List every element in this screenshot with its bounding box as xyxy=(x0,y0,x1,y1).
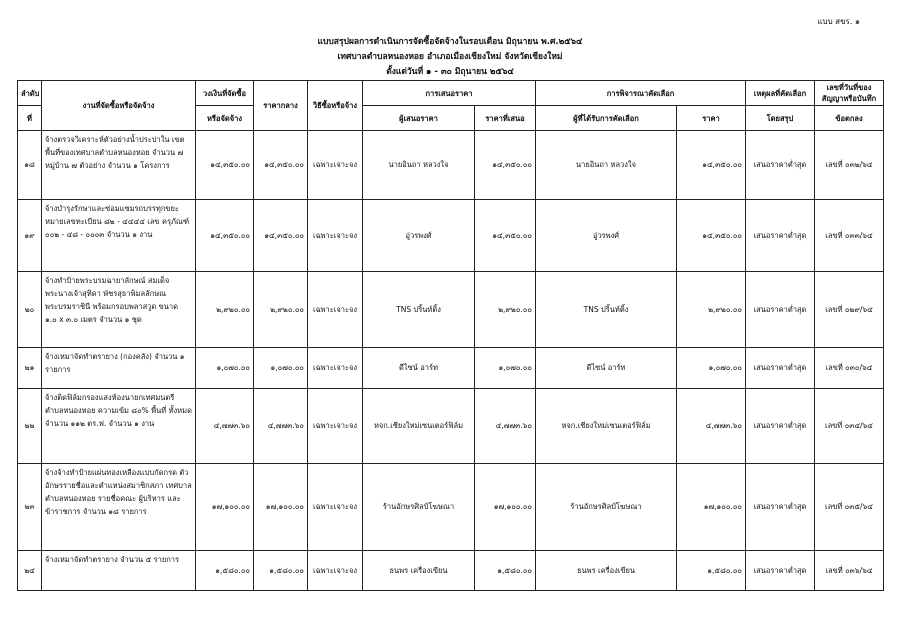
col-header-bidder: ผู้เสนอราคา xyxy=(363,106,475,131)
row-reason: เสนอราคาต่ำสุด xyxy=(746,348,815,389)
row-median: ๑,๐๗๐.๐๐ xyxy=(254,348,308,389)
row-median: ๔,๗๗๓.๖๐ xyxy=(254,389,308,464)
row-bidder: TNS ปริ้นท์ติ้ง xyxy=(363,272,475,348)
row-bid-price: ๑,๕๘๐.๐๐ xyxy=(475,551,536,591)
row-median: ๑๔,๓๕๐.๐๐ xyxy=(254,131,308,200)
col-header-contract: เลขที่วันที่ของ สัญญาหรือบันทึก xyxy=(815,81,884,106)
table-row xyxy=(18,272,884,348)
row-description: จ้างตรวจวิเคราะห์ตัวอย่างน้ำประปาใน เขตพื้นที่ของเทศบาลตำบลหนองหอย จำนวน ๗ หมู่บ้าน ๗ ตัวอย่าง จำนวน ๑ โครงการ xyxy=(42,131,196,200)
row-reason: เสนอราคาต่ำสุด xyxy=(746,272,815,348)
row-median: ๑๗,๑๐๐.๐๐ xyxy=(254,464,308,551)
row-winner: หจก.เชียงใหม่เซนเตอร์ฟิล์ม xyxy=(536,389,677,464)
row-budget: ๑๔,๓๕๐.๐๐ xyxy=(196,200,254,272)
row-price: ๑๔,๓๕๐.๐๐ xyxy=(677,131,746,200)
col-header-no-2: ที่ xyxy=(18,106,42,131)
col-header-median: ราคากลาง xyxy=(254,81,308,131)
row-bidder: อู่วรพงศ์ xyxy=(363,200,475,272)
row-reason: เสนอราคาต่ำสุด xyxy=(746,551,815,591)
col-header-work: งานที่จัดซื้อหรือจัดจ้าง xyxy=(42,81,196,131)
row-budget: ๒,๙๒๐.๐๐ xyxy=(196,272,254,348)
row-bid-price: ๑๗,๑๐๐.๐๐ xyxy=(475,464,536,551)
row-price: ๑,๐๗๐.๐๐ xyxy=(677,348,746,389)
row-method: เฉพาะเจาะจง xyxy=(308,389,363,464)
row-description: จ้างทำป้ายพระบรมฉายาลักษณ์ สมเด็จ พระนางเจ้าสุทิดา พัชรสุธาพิมลลักษณ พระบรมราชินี พร้อมกรอบพลาสวูด ขนาด ๑.๐ x ๓.๐ เมตร จำนวน ๑ ชุด xyxy=(42,272,196,348)
row-budget: ๑,๐๗๐.๐๐ xyxy=(196,348,254,389)
row-budget: ๑,๕๘๐.๐๐ xyxy=(196,551,254,591)
row-bidder: ร้านอักษรศิลป์โฆษณา xyxy=(363,464,475,551)
col-header-budget: วงเงินที่จัดซื้อ xyxy=(196,81,254,106)
col-header-bid: การเสนอราคา xyxy=(363,81,536,106)
table-row xyxy=(18,551,884,591)
row-description: จ้างจ้างทำป้ายแผ่นทองเหลืองแบบกัดกรด ตัวอักษรรายชื่อและตำแหน่งสมาชิกสภา เทศบาลตำบลหนองหอย รายชื่อคณะ ผู้บริหาร และข้าราชการ จำนวน ๑๘ รายการ xyxy=(42,464,196,551)
row-bidder: ดีไซน์ อาร์ท xyxy=(363,348,475,389)
report-date-range: ตั้งแต่วันที่ ๑ - ๓๐ มิถุนายน ๒๕๖๔ xyxy=(386,67,514,77)
row-reason: เสนอราคาต่ำสุด xyxy=(746,131,815,200)
col-header-bid-price: ราคาที่เสนอ xyxy=(475,106,536,131)
row-winner: ร้านอักษรศิลป์โฆษณา xyxy=(536,464,677,551)
row-method: เฉพาะเจาะจง xyxy=(308,348,363,389)
row-median: ๑๔,๓๕๐.๐๐ xyxy=(254,200,308,272)
row-contract: เลขที่ ๐๓๕/๖๔ xyxy=(815,464,884,551)
col-header-price: ราคา xyxy=(677,106,746,131)
table-row xyxy=(18,131,884,200)
row-contract: เลขที่ ๐๓๓/๖๔ xyxy=(815,200,884,272)
row-method: เฉพาะเจาะจง xyxy=(308,131,363,200)
row-method: เฉพาะเจาะจง xyxy=(308,200,363,272)
row-method: เฉพาะเจาะจง xyxy=(308,551,363,591)
row-winner: อู่วรพงศ์ xyxy=(536,200,677,272)
row-reason: เสนอราคาต่ำสุด xyxy=(746,464,815,551)
col-header-no: ลำดับ xyxy=(18,81,42,106)
row-bid-price: ๒,๙๒๐.๐๐ xyxy=(475,272,536,348)
row-no: ๒๐ xyxy=(18,272,42,348)
row-contract: เลขที่ ๐๓๒/๖๔ xyxy=(815,131,884,200)
row-budget: ๑๔,๓๕๐.๐๐ xyxy=(196,131,254,200)
col-header-contract-2: ข้อตกลง xyxy=(815,106,884,131)
procurement-table xyxy=(17,80,884,591)
row-price: ๑,๕๘๐.๐๐ xyxy=(677,551,746,591)
row-no: ๒๓ xyxy=(18,464,42,551)
row-winner: นายอินถา หลวงใจ xyxy=(536,131,677,200)
row-contract: เลขที่ ๐๓๖/๖๔ xyxy=(815,551,884,591)
row-winner: TNS ปริ้นท์ติ้ง xyxy=(536,272,677,348)
row-budget: ๔,๗๗๓.๖๐ xyxy=(196,389,254,464)
row-description: จ้างบำรุงรักษาและซ่อมแซมรถบรรทุกขยะ หมายเลขทะเบียน ๘๒ - ๔๔๔๔ เลข ครุภัณฑ์ ๐๐๒ - ๔๘ - ๐๐๐๓ จำนวน ๑ งาน xyxy=(42,200,196,272)
row-bidder: นายอินถา หลวงใจ xyxy=(363,131,475,200)
row-price: ๑๔,๓๕๐.๐๐ xyxy=(677,200,746,272)
row-price: ๔,๗๗๓.๖๐ xyxy=(677,389,746,464)
row-no: ๒๒ xyxy=(18,389,42,464)
col-header-winner: ผู้ที่ได้รับการคัดเลือก xyxy=(536,106,677,131)
row-contract: เลขที่ ๐๓๔/๖๔ xyxy=(815,389,884,464)
row-winner: ดีไซน์ อาร์ท xyxy=(536,348,677,389)
row-median: ๑,๕๘๐.๐๐ xyxy=(254,551,308,591)
form-code: แบบ สขร. ๑ xyxy=(817,17,860,26)
col-header-selection: การพิจารณาคัดเลือก xyxy=(536,81,746,106)
row-method: เฉพาะเจาะจง xyxy=(308,464,363,551)
row-reason: เสนอราคาต่ำสุด xyxy=(746,389,815,464)
report-title: แบบสรุปผลการดำเนินการจัดซื้อจัดจ้างในรอบเดือน มิถุนายน พ.ศ.๒๕๖๔ xyxy=(317,37,583,47)
row-winner: ธนพร เครื่องเขียน xyxy=(536,551,677,591)
row-bid-price: ๔,๗๗๓.๖๐ xyxy=(475,389,536,464)
table-row xyxy=(18,348,884,389)
row-bid-price: ๑๔,๓๕๐.๐๐ xyxy=(475,200,536,272)
row-no: ๑๙ xyxy=(18,200,42,272)
table-row xyxy=(18,464,884,551)
row-bidder: ธนพร เครื่องเขียน xyxy=(363,551,475,591)
row-description: จ้างเหมาจัดทำตรายาง จำนวน ๕ รายการ xyxy=(42,551,196,591)
row-price: ๑๗,๑๐๐.๐๐ xyxy=(677,464,746,551)
row-median: ๒,๙๒๐.๐๐ xyxy=(254,272,308,348)
row-description: จ้างติดฟิล์มกรองแสงห้องนายกเทศมนตรี ตำบลหนองหอย ความเข้ม ๘๐% พื้นที่ ทั้งหมด จำนวน ๑๑๒ ตร.ฟ. จำนวน ๑ งาน xyxy=(42,389,196,464)
row-bidder: หจก.เชียงใหม่เซนเตอร์ฟิล์ม xyxy=(363,389,475,464)
col-header-reason: เหตุผลที่คัดเลือก xyxy=(746,81,815,106)
row-no: ๒๑ xyxy=(18,348,42,389)
col-header-method: วิธีซื้อหรือจ้าง xyxy=(308,81,363,131)
table-row xyxy=(18,200,884,272)
col-header-reason-2: โดยสรุป xyxy=(746,106,815,131)
row-budget: ๑๗,๑๐๐.๐๐ xyxy=(196,464,254,551)
row-reason: เสนอราคาต่ำสุด xyxy=(746,200,815,272)
row-price: ๒,๙๒๐.๐๐ xyxy=(677,272,746,348)
row-no: ๑๘ xyxy=(18,131,42,200)
row-contract: เลขที่ ๐๓๐/๖๔ xyxy=(815,348,884,389)
table-row xyxy=(18,389,884,464)
row-description: จ้างเหมาจัดทำตรายาง (กองคลัง) จำนวน ๑ รายการ xyxy=(42,348,196,389)
report-subtitle: เทศบาลตำบลหนองหอย อำเภอเมืองเชียงใหม่ จังหวัดเชียงใหม่ xyxy=(337,52,563,62)
row-method: เฉพาะเจาะจง xyxy=(308,272,363,348)
row-contract: เลขที่ ๐๒๙/๖๔ xyxy=(815,272,884,348)
row-no: ๒๔ xyxy=(18,551,42,591)
col-header-budget-2: หรือจัดจ้าง xyxy=(196,106,254,131)
row-bid-price: ๑๔,๓๕๐.๐๐ xyxy=(475,131,536,200)
row-bid-price: ๑,๐๗๐.๐๐ xyxy=(475,348,536,389)
